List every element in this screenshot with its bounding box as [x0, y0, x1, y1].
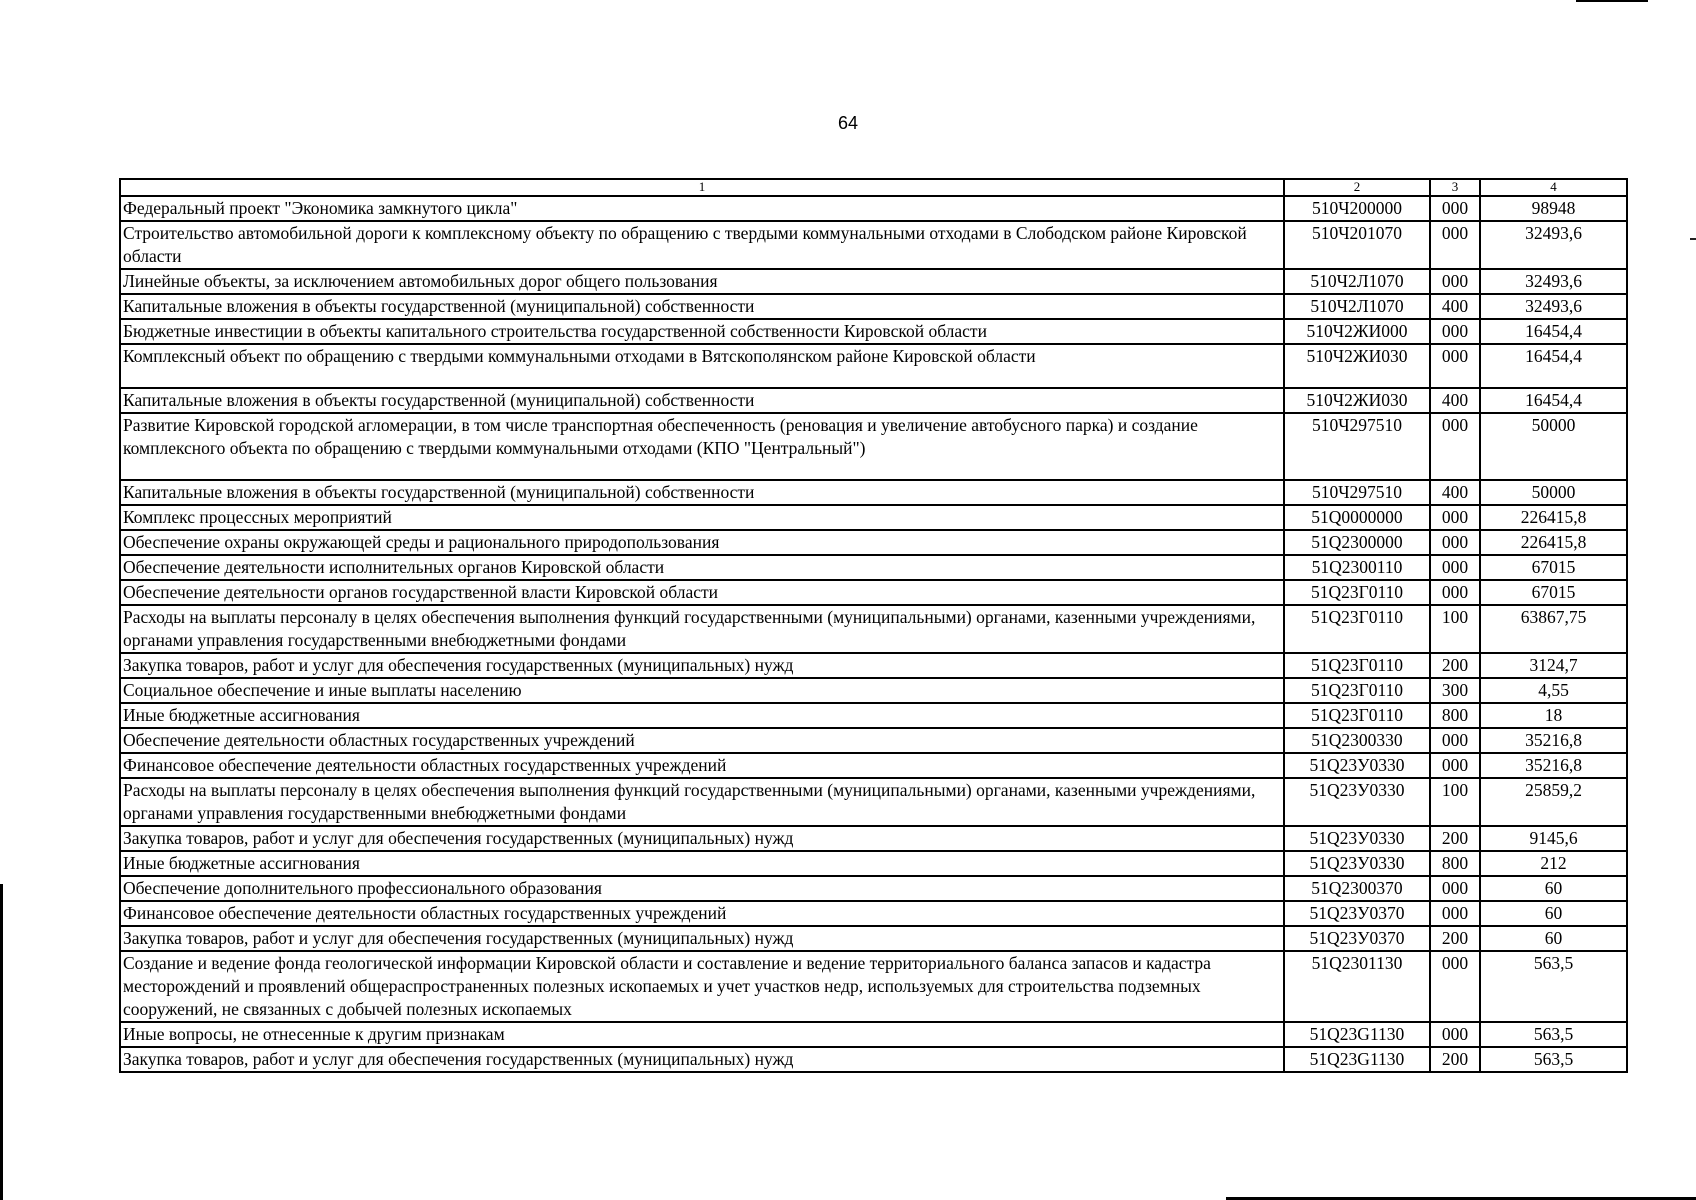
scan-edge-left — [0, 884, 3, 1200]
table-row — [120, 753, 1627, 778]
header-col-2: 2 — [1284, 179, 1430, 196]
row-amount-cell: 9145,6 — [1480, 826, 1627, 851]
row-name-cell: Бюджетные инвестиции в объекты капитального строительства государственной собственности Кировской области — [120, 319, 1284, 344]
table-header-row — [120, 179, 1627, 196]
row-amount-cell: 50000 — [1480, 413, 1627, 480]
row-code-cell: 51Q23Г0110 — [1284, 678, 1430, 703]
row-code-cell: 510Ч2ЖИ000 — [1284, 319, 1430, 344]
table-row — [120, 269, 1627, 294]
row-code-cell: 51Q23У0330 — [1284, 778, 1430, 826]
row-name-cell: Финансовое обеспечение деятельности областных государственных учреждений — [120, 753, 1284, 778]
row-amount-cell: 4,55 — [1480, 678, 1627, 703]
row-name-cell: Закупка товаров, работ и услуг для обеспечения государственных (муниципальных) нужд — [120, 826, 1284, 851]
table-row — [120, 926, 1627, 951]
row-name-cell: Комплексный объект по обращению с твердыми коммунальными отходами в Вятскополянском районе Кировской области — [120, 344, 1284, 388]
row-type-cell: 000 — [1430, 580, 1480, 605]
header-col-3: 3 — [1430, 179, 1480, 196]
scan-edge-top — [1576, 0, 1648, 2]
row-code-cell: 510Ч201070 — [1284, 221, 1430, 269]
table-row — [120, 319, 1627, 344]
table-row — [120, 901, 1627, 926]
row-code-cell: 51Q23Г0110 — [1284, 703, 1430, 728]
row-type-cell: 000 — [1430, 728, 1480, 753]
table-row — [120, 826, 1627, 851]
row-amount-cell: 60 — [1480, 876, 1627, 901]
row-amount-cell: 63867,75 — [1480, 605, 1627, 653]
row-type-cell: 000 — [1430, 951, 1480, 1022]
table-row — [120, 580, 1627, 605]
row-name-cell: Капитальные вложения в объекты государственной (муниципальной) собственности — [120, 480, 1284, 505]
page-number: 64 — [837, 113, 859, 133]
row-code-cell: 51Q2300370 — [1284, 876, 1430, 901]
table-row — [120, 728, 1627, 753]
row-type-cell: 400 — [1430, 388, 1480, 413]
table-row — [120, 1047, 1627, 1072]
row-code-cell: 510Ч2ЖИ030 — [1284, 388, 1430, 413]
row-code-cell: 51Q23G1130 — [1284, 1022, 1430, 1047]
scan-edge-right — [1690, 238, 1696, 240]
table-row — [120, 653, 1627, 678]
table-row — [120, 413, 1627, 480]
row-code-cell: 510Ч2Л1070 — [1284, 294, 1430, 319]
table-row — [120, 221, 1627, 269]
row-code-cell: 51Q2301130 — [1284, 951, 1430, 1022]
row-type-cell: 800 — [1430, 851, 1480, 876]
row-type-cell: 200 — [1430, 826, 1480, 851]
row-name-cell: Социальное обеспечение и иные выплаты населению — [120, 678, 1284, 703]
row-name-cell: Иные вопросы, не отнесенные к другим признакам — [120, 1022, 1284, 1047]
row-amount-cell: 60 — [1480, 926, 1627, 951]
row-amount-cell: 32493,6 — [1480, 269, 1627, 294]
row-name-cell: Закупка товаров, работ и услуг для обеспечения государственных (муниципальных) нужд — [120, 1047, 1284, 1072]
table-row — [120, 1022, 1627, 1047]
row-amount-cell: 50000 — [1480, 480, 1627, 505]
row-code-cell: 510Ч2ЖИ030 — [1284, 344, 1430, 388]
row-code-cell: 51Q23Г0110 — [1284, 580, 1430, 605]
row-code-cell: 51Q2300000 — [1284, 530, 1430, 555]
row-code-cell: 51Q23У0330 — [1284, 851, 1430, 876]
table-row — [120, 480, 1627, 505]
row-type-cell: 200 — [1430, 1047, 1480, 1072]
row-code-cell: 510Ч297510 — [1284, 413, 1430, 480]
row-code-cell: 510Ч2Л1070 — [1284, 269, 1430, 294]
row-name-cell: Строительство автомобильной дороги к комплексному объекту по обращению с твердыми коммунальными отходами в Слободском районе Кировской области — [120, 221, 1284, 269]
row-amount-cell: 18 — [1480, 703, 1627, 728]
row-amount-cell: 67015 — [1480, 555, 1627, 580]
row-name-cell: Линейные объекты, за исключением автомобильных дорог общего пользования — [120, 269, 1284, 294]
row-amount-cell: 212 — [1480, 851, 1627, 876]
row-type-cell: 000 — [1430, 555, 1480, 580]
row-amount-cell: 32493,6 — [1480, 294, 1627, 319]
table-row — [120, 344, 1627, 388]
row-code-cell: 51Q23Г0110 — [1284, 653, 1430, 678]
row-name-cell: Комплекс процессных мероприятий — [120, 505, 1284, 530]
table-row — [120, 778, 1627, 826]
row-name-cell: Капитальные вложения в объекты государственной (муниципальной) собственности — [120, 388, 1284, 413]
row-name-cell: Иные бюджетные ассигнования — [120, 703, 1284, 728]
row-code-cell: 51Q23Г0110 — [1284, 605, 1430, 653]
table-row — [120, 851, 1627, 876]
row-amount-cell: 67015 — [1480, 580, 1627, 605]
row-type-cell: 100 — [1430, 778, 1480, 826]
row-code-cell: 51Q23У0330 — [1284, 753, 1430, 778]
row-name-cell: Обеспечение деятельности областных государственных учреждений — [120, 728, 1284, 753]
row-amount-cell: 98948 — [1480, 196, 1627, 221]
row-type-cell: 200 — [1430, 926, 1480, 951]
row-code-cell: 51Q0000000 — [1284, 505, 1430, 530]
table-row — [120, 388, 1627, 413]
row-amount-cell: 25859,2 — [1480, 778, 1627, 826]
row-type-cell: 300 — [1430, 678, 1480, 703]
row-amount-cell: 35216,8 — [1480, 728, 1627, 753]
row-type-cell: 400 — [1430, 480, 1480, 505]
row-amount-cell: 32493,6 — [1480, 221, 1627, 269]
row-name-cell: Иные бюджетные ассигнования — [120, 851, 1284, 876]
row-amount-cell: 563,5 — [1480, 1047, 1627, 1072]
row-code-cell: 51Q23У0330 — [1284, 826, 1430, 851]
row-name-cell: Обеспечение дополнительного профессионального образования — [120, 876, 1284, 901]
row-amount-cell: 226415,8 — [1480, 505, 1627, 530]
row-type-cell: 800 — [1430, 703, 1480, 728]
row-code-cell: 51Q23G1130 — [1284, 1047, 1430, 1072]
row-name-cell: Расходы на выплаты персоналу в целях обеспечения выполнения функций государственными (муниципальными) органами, казенными учреждениями, органами управления государственными внебюджетными фондами — [120, 605, 1284, 653]
row-name-cell: Капитальные вложения в объекты государственной (муниципальной) собственности — [120, 294, 1284, 319]
row-type-cell: 000 — [1430, 505, 1480, 530]
row-type-cell: 000 — [1430, 1022, 1480, 1047]
row-amount-cell: 16454,4 — [1480, 344, 1627, 388]
row-amount-cell: 60 — [1480, 901, 1627, 926]
row-amount-cell: 226415,8 — [1480, 530, 1627, 555]
row-amount-cell: 563,5 — [1480, 951, 1627, 1022]
row-name-cell: Обеспечение деятельности органов государственной власти Кировской области — [120, 580, 1284, 605]
row-code-cell: 51Q2300330 — [1284, 728, 1430, 753]
row-code-cell: 510Ч200000 — [1284, 196, 1430, 221]
header-col-1: 1 — [120, 179, 1284, 196]
row-type-cell: 000 — [1430, 269, 1480, 294]
row-name-cell: Обеспечение деятельности исполнительных органов Кировской области — [120, 555, 1284, 580]
row-amount-cell: 35216,8 — [1480, 753, 1627, 778]
row-name-cell: Финансовое обеспечение деятельности областных государственных учреждений — [120, 901, 1284, 926]
row-code-cell: 510Ч297510 — [1284, 480, 1430, 505]
row-name-cell: Обеспечение охраны окружающей среды и рационального природопользования — [120, 530, 1284, 555]
row-code-cell: 51Q23У0370 — [1284, 901, 1430, 926]
row-name-cell: Создание и ведение фонда геологической информации Кировской области и составление и ведение территориального баланса запасов и кадастра месторождений и проявлений общераспространенных полезных ископаемых и учет участков недр, используемых для строительства подземных сооружений, не связанных с добычей полезных ископаемых — [120, 951, 1284, 1022]
row-name-cell: Расходы на выплаты персоналу в целях обеспечения выполнения функций государственными (муниципальными) органами, казенными учреждениями, органами управления государственными внебюджетными фондами — [120, 778, 1284, 826]
table-row — [120, 605, 1627, 653]
row-name-cell: Закупка товаров, работ и услуг для обеспечения государственных (муниципальных) нужд — [120, 926, 1284, 951]
table-row — [120, 294, 1627, 319]
row-code-cell: 51Q2300110 — [1284, 555, 1430, 580]
row-name-cell: Закупка товаров, работ и услуг для обеспечения государственных (муниципальных) нужд — [120, 653, 1284, 678]
row-type-cell: 000 — [1430, 753, 1480, 778]
row-type-cell: 000 — [1430, 319, 1480, 344]
row-type-cell: 200 — [1430, 653, 1480, 678]
budget-table — [119, 178, 1628, 1073]
row-type-cell: 000 — [1430, 413, 1480, 480]
row-type-cell: 000 — [1430, 530, 1480, 555]
row-type-cell: 000 — [1430, 901, 1480, 926]
row-amount-cell: 3124,7 — [1480, 653, 1627, 678]
table-body — [120, 196, 1627, 1072]
table-row — [120, 555, 1627, 580]
row-type-cell: 100 — [1430, 605, 1480, 653]
table-row — [120, 703, 1627, 728]
table-row — [120, 505, 1627, 530]
header-col-4: 4 — [1480, 179, 1627, 196]
row-amount-cell: 16454,4 — [1480, 388, 1627, 413]
row-type-cell: 400 — [1430, 294, 1480, 319]
row-type-cell: 000 — [1430, 196, 1480, 221]
table-row — [120, 196, 1627, 221]
row-type-cell: 000 — [1430, 344, 1480, 388]
row-name-cell: Развитие Кировской городской агломерации, в том числе транспортная обеспеченность (реновация и увеличение автобусного парка) и создание комплексного объекта по обращению с твердыми коммунальными отходами (КПО "Центральный") — [120, 413, 1284, 480]
table-row — [120, 530, 1627, 555]
row-type-cell: 000 — [1430, 221, 1480, 269]
table-row — [120, 678, 1627, 703]
row-amount-cell: 16454,4 — [1480, 319, 1627, 344]
row-amount-cell: 563,5 — [1480, 1022, 1627, 1047]
table-row — [120, 951, 1627, 1022]
table-row — [120, 876, 1627, 901]
row-name-cell: Федеральный проект "Экономика замкнутого цикла" — [120, 196, 1284, 221]
row-code-cell: 51Q23У0370 — [1284, 926, 1430, 951]
row-type-cell: 000 — [1430, 876, 1480, 901]
